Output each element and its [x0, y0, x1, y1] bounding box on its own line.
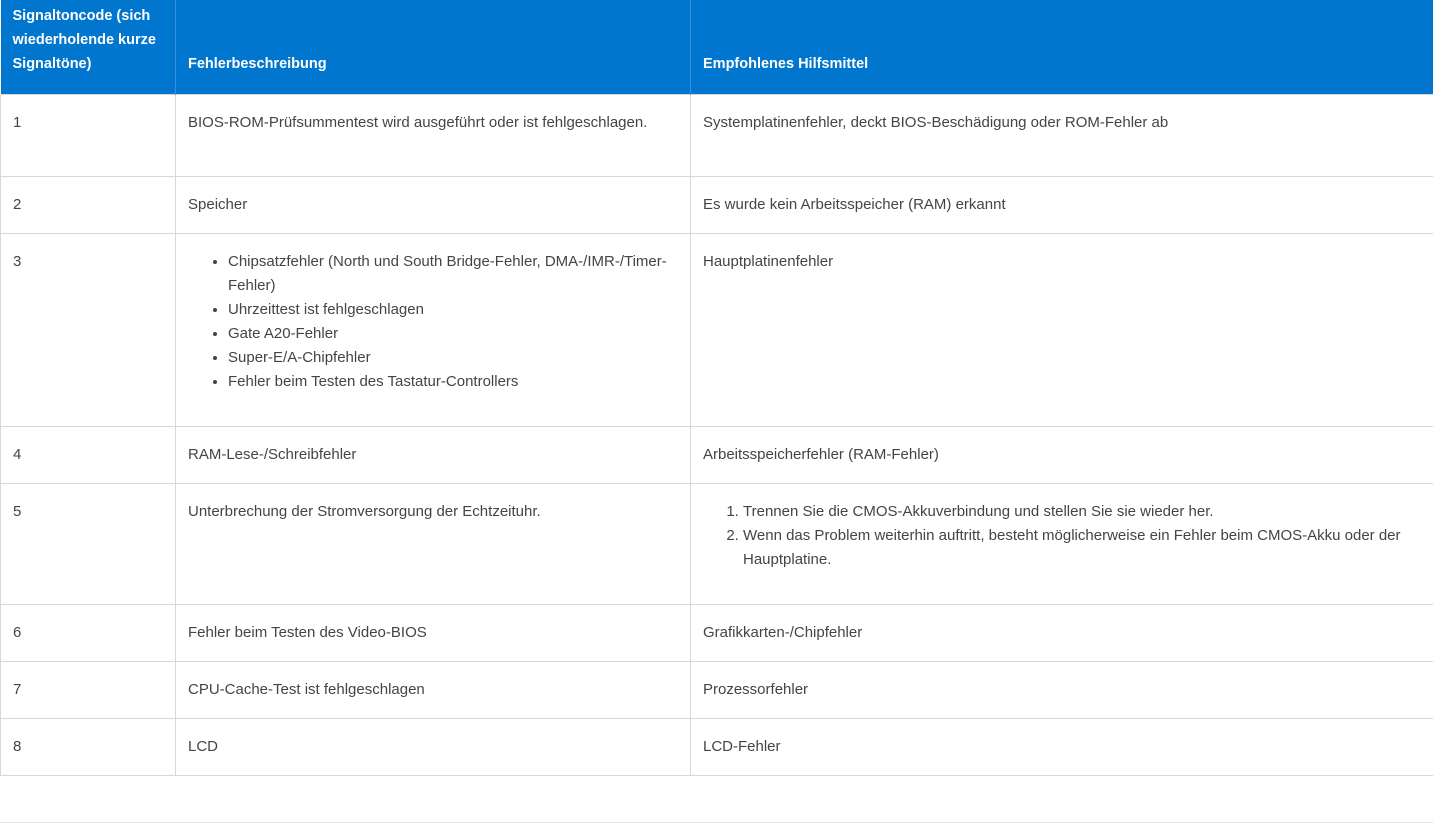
cell-code: 5: [1, 484, 176, 605]
list-item: • Super-E/A-Chipfehler: [228, 346, 678, 370]
remedy-steps-list: [703, 500, 1421, 572]
cell-description: RAM-Lese-/Schreibfehler: [176, 427, 691, 484]
cell-remedy: Hauptplatinenfehler: [691, 234, 1433, 427]
header-beep-code: Signaltoncode (sich wiederholende kurze Signaltöne): [1, 0, 176, 95]
list-item: • Chipsatzfehler (North und South Bridge-Fehler, DMA-/IMR-/Timer-Fehler): [228, 250, 678, 298]
table-row: [1, 662, 1433, 719]
table-row: [1, 234, 1433, 427]
table-row: [1, 177, 1433, 234]
cell-description: LCD: [176, 719, 691, 776]
header-error-description: Fehlerbeschreibung: [176, 0, 691, 95]
list-item: • Gate A20-Fehler: [228, 322, 678, 346]
cell-remedy: Prozessorfehler: [691, 662, 1433, 719]
table-header: [1, 0, 1433, 95]
cell-code: 1: [1, 95, 176, 177]
cell-description: [176, 234, 691, 427]
description-bullet-list: [188, 250, 678, 394]
section-divider: [0, 822, 1433, 823]
list-item: • Uhrzeittest ist fehlgeschlagen: [228, 298, 678, 322]
cell-code: 8: [1, 719, 176, 776]
table-row: [1, 427, 1433, 484]
header-recommended-remedy: Empfohlenes Hilfsmittel: [691, 0, 1433, 95]
cell-code: 2: [1, 177, 176, 234]
cell-code: 4: [1, 427, 176, 484]
cell-description: BIOS-ROM-Prüfsummentest wird ausgeführt oder ist fehlgeschlagen.: [176, 95, 691, 177]
cell-remedy: Arbeitsspeicherfehler (RAM-Fehler): [691, 427, 1433, 484]
table-body: [1, 95, 1433, 776]
table-row: [1, 95, 1433, 177]
cell-code: 3: [1, 234, 176, 427]
cell-remedy: LCD-Fehler: [691, 719, 1433, 776]
list-item: 2. Wenn das Problem weiterhin auftritt, besteht möglicherweise ein Fehler beim CMOS-Akku oder der Hauptplatine.: [743, 524, 1421, 572]
cell-remedy: Systemplatinenfehler, deckt BIOS-Beschädigung oder ROM-Fehler ab: [691, 95, 1433, 177]
table-row: [1, 719, 1433, 776]
cell-remedy: [691, 484, 1433, 605]
cell-code: 6: [1, 605, 176, 662]
header-row: [1, 0, 1433, 95]
cell-remedy: Grafikkarten-/Chipfehler: [691, 605, 1433, 662]
list-item: 1. Trennen Sie die CMOS-Akkuverbindung und stellen Sie sie wieder her.: [743, 500, 1421, 524]
table-row: [1, 484, 1433, 605]
cell-code: 7: [1, 662, 176, 719]
cell-remedy: Es wurde kein Arbeitsspeicher (RAM) erkannt: [691, 177, 1433, 234]
cell-description: Speicher: [176, 177, 691, 234]
cell-description: Fehler beim Testen des Video-BIOS: [176, 605, 691, 662]
table-row: [1, 605, 1433, 662]
cell-description: CPU-Cache-Test ist fehlgeschlagen: [176, 662, 691, 719]
cell-description: Unterbrechung der Stromversorgung der Echtzeituhr.: [176, 484, 691, 605]
list-item: • Fehler beim Testen des Tastatur-Controllers: [228, 370, 678, 394]
